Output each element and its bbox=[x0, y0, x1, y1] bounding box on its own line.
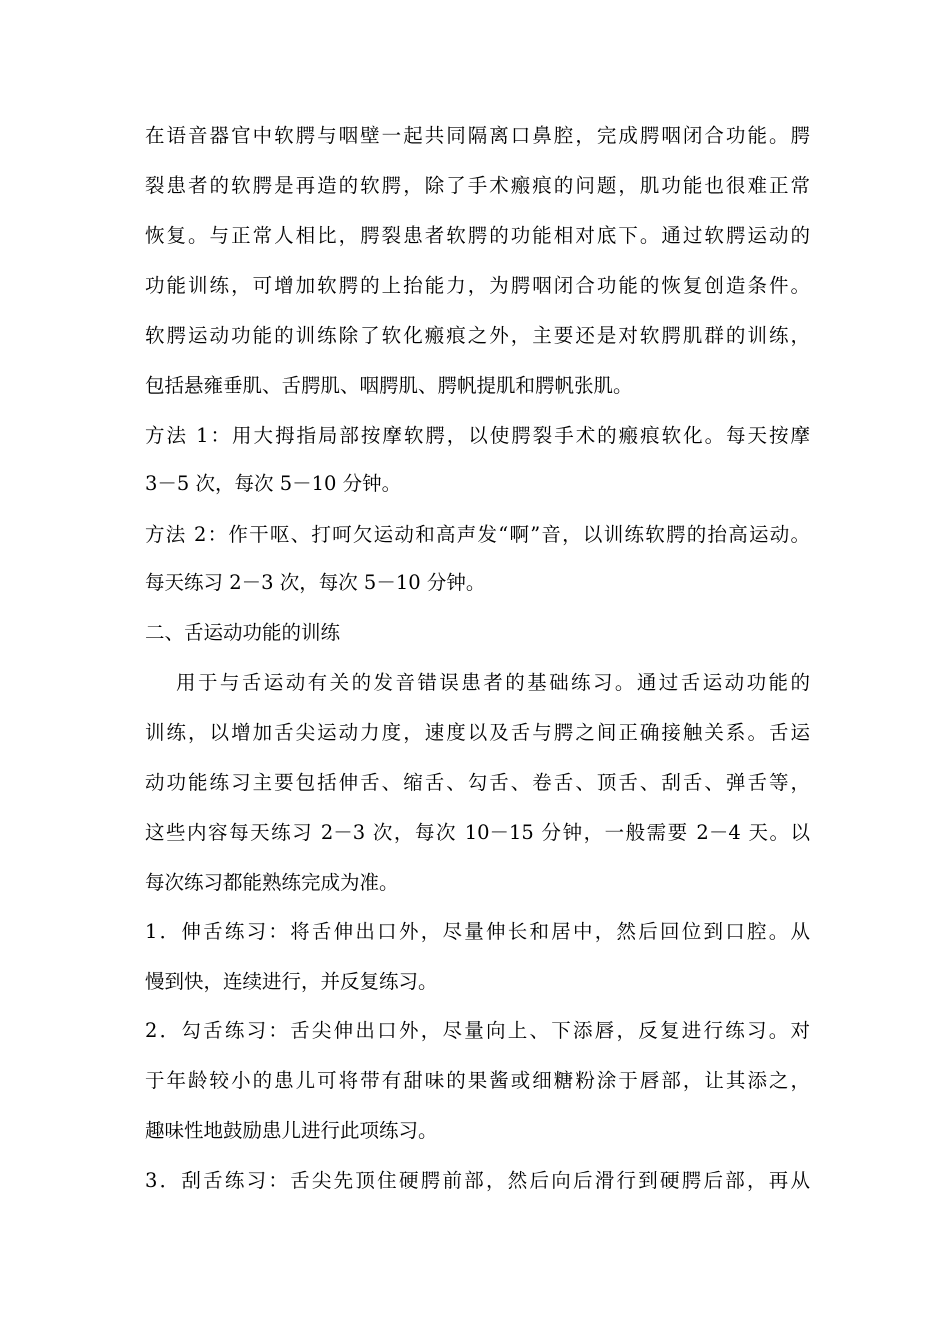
section-heading: 二、舌运动功能的训练 bbox=[145, 621, 341, 644]
text-line: 1．伸舌练习：将舌伸出口外，尽量伸长和居中，然后回位到口腔。从 bbox=[145, 920, 810, 943]
text-line: 训练，以增加舌尖运动力度，速度以及舌与腭之间正确接触关系。舌运 bbox=[145, 721, 810, 744]
text-line: 方法 2：作干呕、打呵欠运动和高声发“啊”音，以训练软腭的抬高运动。 bbox=[145, 523, 810, 546]
text-line: 每次练习都能熟练完成为准。 bbox=[145, 871, 399, 894]
text-line: 方法 1：用大拇指局部按摩软腭，以使腭裂手术的瘢痕软化。每天按摩 bbox=[145, 424, 810, 447]
text-line: 趣味性地鼓励患儿进行此项练习。 bbox=[145, 1119, 438, 1142]
text-line: 在语音器官中软腭与咽壁一起共同隔离口鼻腔，完成腭咽闭合功能。腭 bbox=[145, 124, 810, 147]
text-line: 每天练习 2－3 次，每次 5－10 分钟。 bbox=[145, 571, 486, 594]
text-line: 用于与舌运动有关的发音错误患者的基础练习。通过舌运动功能的 bbox=[176, 671, 810, 694]
text-line: 功能训练，可增加软腭的上抬能力，为腭咽闭合功能的恢复创造条件。 bbox=[145, 274, 810, 297]
text-line: 动功能练习主要包括伸舌、缩舌、勾舌、卷舌、顶舌、刮舌、弹舌等， bbox=[145, 771, 810, 794]
text-line: 裂患者的软腭是再造的软腭，除了手术瘢痕的问题，肌功能也很难正常 bbox=[145, 174, 810, 197]
text-line: 这些内容每天练习 2－3 次，每次 10－15 分钟，一般需要 2－4 天。以 bbox=[145, 821, 810, 844]
text-line: 软腭运动功能的训练除了软化瘢痕之外，主要还是对软腭肌群的训练， bbox=[145, 324, 810, 347]
text-line: 3．刮舌练习：舌尖先顶住硬腭前部，然后向后滑行到硬腭后部，再从 bbox=[145, 1169, 810, 1192]
text-line: 慢到快，连续进行，并反复练习。 bbox=[145, 970, 438, 993]
text-line: 2．勾舌练习：舌尖伸出口外，尽量向上、下添唇，反复进行练习。对 bbox=[145, 1019, 810, 1042]
text-line: 于年龄较小的患儿可将带有甜味的果酱或细糖粉涂于唇部，让其添之， bbox=[145, 1069, 810, 1092]
text-line: 恢复。与正常人相比，腭裂患者软腭的功能相对底下。通过软腭运动的 bbox=[145, 224, 810, 247]
text-line: 包括悬雍垂肌、舌腭肌、咽腭肌、腭帆提肌和腭帆张肌。 bbox=[145, 374, 633, 397]
text-line: 3－5 次，每次 5－10 分钟。 bbox=[145, 472, 402, 495]
